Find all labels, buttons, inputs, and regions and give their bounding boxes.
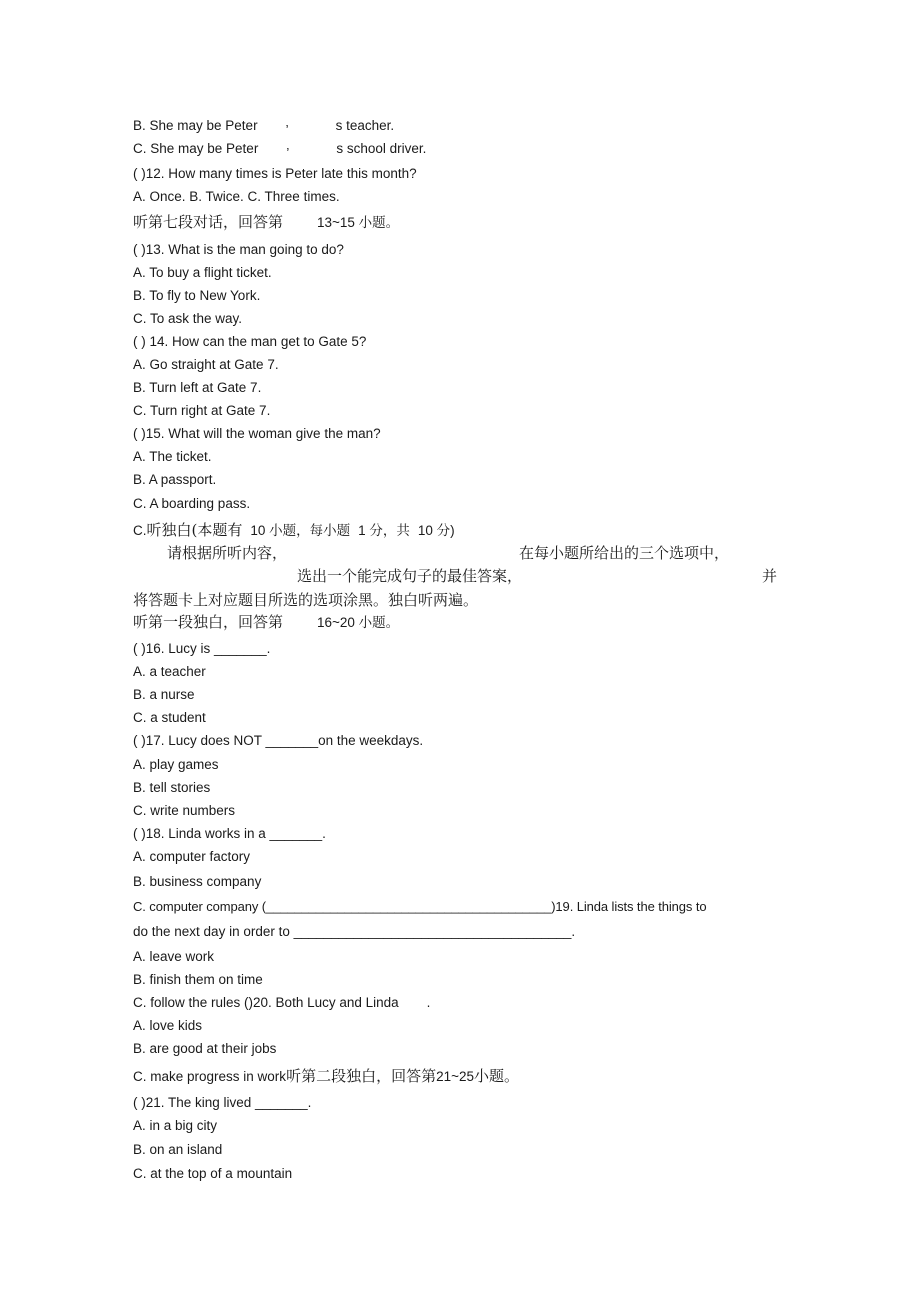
- instruction-line: 并: [762, 567, 778, 585]
- instruction-line: 在每小题所给出的三个选项中，: [519, 544, 730, 562]
- option-line: A. Go straight at Gate 7.: [133, 357, 279, 372]
- option-line: A. leave work: [133, 949, 215, 964]
- option-line: B. are good at their jobs: [133, 1041, 277, 1056]
- option-line: C. A boarding pass.: [133, 496, 251, 511]
- instruction-line: 将答题卡上对应题目所选的选项涂黑。独白听两遍。: [133, 591, 479, 609]
- question-12: ( )12. How many times is Peter late this month?: [133, 166, 417, 181]
- option-line: A. computer factory: [133, 849, 251, 864]
- option-line: B. on an island: [133, 1142, 223, 1157]
- option-line: A. To buy a flight ticket.: [133, 265, 272, 280]
- option-line: A. a teacher: [133, 664, 206, 679]
- option-line: A. The ticket.: [133, 449, 212, 464]
- question-16: ( )16. Lucy is _______.: [133, 641, 271, 656]
- section-heading: 听第一段独白，回答第 16~20 小题。: [133, 613, 400, 631]
- option-line: C. write numbers: [133, 803, 236, 818]
- question-19-cont: do the next day in order to _____________________________________.: [133, 924, 576, 939]
- options-12: A. Once. B. Twice. C. Three times.: [133, 189, 340, 204]
- option-line: B. Turn left at Gate 7.: [133, 380, 262, 395]
- option-line: B. To fly to New York.: [133, 288, 261, 303]
- instruction-line: 选出一个能完成句子的最佳答案，: [297, 567, 523, 585]
- instruction-line: 请根据所听内容，: [167, 544, 288, 562]
- question-17: ( )17. Lucy does NOT _______on the weekdays.: [133, 733, 424, 748]
- option-line: C. She may be Peter ’ s school driver.: [133, 141, 427, 160]
- question-20: C. follow the rules ()20. Both Lucy and Linda .: [133, 995, 431, 1010]
- question-14: ( ) 14. How can the man get to Gate 5?: [133, 334, 367, 349]
- question-18: ( )18. Linda works in a _______.: [133, 826, 326, 841]
- option-line: C. a student: [133, 710, 206, 725]
- option-line: B. finish them on time: [133, 972, 263, 987]
- question-13: ( )13. What is the man going to do?: [133, 242, 344, 257]
- option-line: B. A passport.: [133, 472, 217, 487]
- option-line: C. To ask the way.: [133, 311, 243, 326]
- option-line: C. make progress in work听第二段独白，回答第21~25小题。: [133, 1067, 520, 1085]
- option-line: C. at the top of a mountain: [133, 1166, 293, 1181]
- option-line: B. a nurse: [133, 687, 195, 702]
- question-19: C. computer company (________________________________________)19. Linda lists the things to: [133, 899, 707, 914]
- question-15: ( )15. What will the woman give the man?: [133, 426, 381, 441]
- question-21: ( )21. The king lived _______.: [133, 1095, 312, 1110]
- option-line: A. love kids: [133, 1018, 203, 1033]
- option-line: B. She may be Peter ’ s teacher.: [133, 118, 395, 137]
- section-heading: 听第七段对话，回答第 13~15 小题。: [133, 213, 400, 231]
- option-line: A. play games: [133, 757, 219, 772]
- option-line: B. business company: [133, 874, 262, 889]
- option-line: B. tell stories: [133, 780, 211, 795]
- section-c-heading: C.听独白(本题有 10 小题，每小题 1 分，共 10 分): [133, 521, 455, 539]
- option-line: C. Turn right at Gate 7.: [133, 403, 271, 418]
- option-line: A. in a big city: [133, 1118, 218, 1133]
